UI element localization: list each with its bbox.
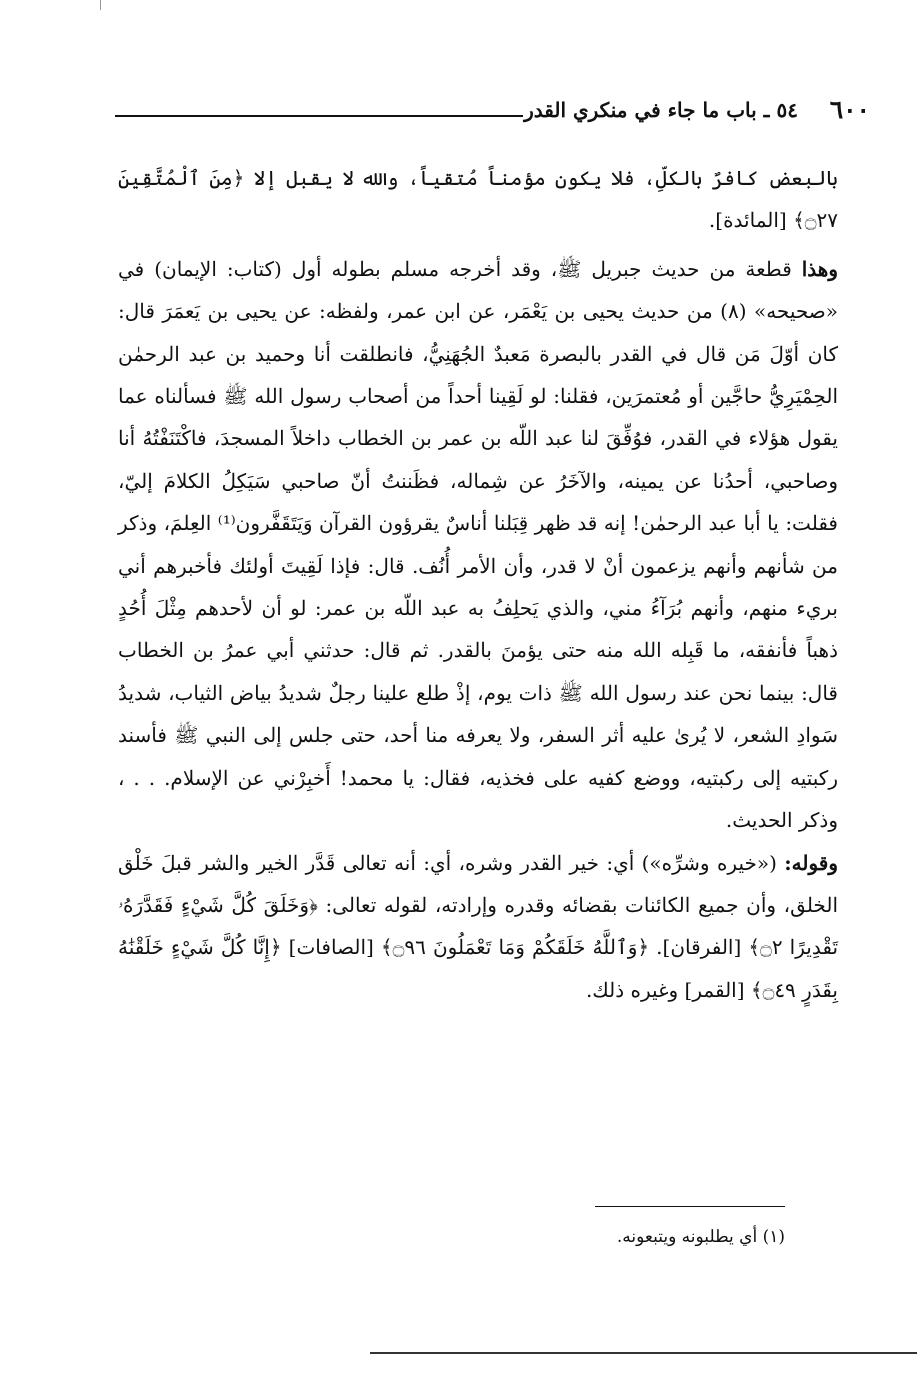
paragraph-lead: وقوله: xyxy=(784,850,838,875)
paragraph xyxy=(118,157,838,242)
page-number: ٦٠٠ xyxy=(829,95,870,124)
paragraph-lead: وهذا xyxy=(801,256,838,281)
paragraph xyxy=(118,248,838,842)
chapter-title: ٥٤ ـ باب ما جاء في منكري القدر xyxy=(524,98,798,122)
paragraph-text: («خيره وشرِّه») أي: خير القدر وشره، أي: أنه تعالى قَدَّر الخير والشر قبلَ خَلْق الخلق، وأن جميع الكائنات بقضائه وقدره وإرادته، لقوله تعالى: ﴿وَخَلَقَ كُلَّ شَيْءٍ فَقَدَّرَهُۥ تَقْدِيرًا ۝٢﴾ [الفرقان]. ﴿وَٱللَّهُ خَلَقَكُمْ وَمَا تَعْمَلُونَ ۝٩٦﴾ [الصافات] ﴿إِنَّا كُلَّ شَيْءٍ خَلَقْنَٰهُ بِقَدَرٍ ۝٤٩﴾ [القمر] وغيره ذلك. xyxy=(118,850,839,1002)
page-header xyxy=(115,92,870,132)
bottom-rule xyxy=(370,1352,917,1354)
footnote-rule xyxy=(595,1206,785,1207)
header-rule xyxy=(115,115,523,117)
paragraph xyxy=(118,842,838,1012)
paragraph-text: بالبعض كافرٌ بالكلِّ، فلا يكون مؤمناً مُتقياً، والله لا يقبل إلا ﴿مِنَ ٱلْمُتَّقِينَ ۝٢٧﴾ [المائدة]. xyxy=(118,166,838,233)
paragraph-text: قطعة من حديث جبريل ﷺ، وقد أخرجه مسلم بطوله أول (كتاب: الإيمان) في «صحيحه» (٨) من حديث يحيى بن يَعْمَر، عن ابن عمر، ولفظه: عن يحيى بن يَعمَرَ قال: كان أوّلَ مَن قال في القدر بالبصرة مَعبدٌ الجُهَنِيُّ، فانطلقت أنا وحميد بن عبد الرحمٰن الحِمْيَرِيُّ حاجَّين أو مُعتمرَين، فقلنا: لو لَقِينا أحداً من أصحاب رسول الله ﷺ فسألناه عما يقول هؤلاء في القدر، فوُفِّقَ لنا عبد اللّه بن عمر بن الخطاب داخلاً المسجدَ، فاكْتَنَفْتُهُ أنا وصاحبي، أحدُنا عن يمينه، والآخَرُ عن شِماله، فظَننتُ أنّ صاحبي سَيَكِلُ الكلامَ إليّ، فقلت: يا أبا عبد الرحمٰن! إنه قد ظهر قِبَلنا أناسٌ يقرؤون القرآن وَيَتَقَفَّرون⁽¹⁾ العِلمَ، وذكر من شأنهم وأنهم يزعمون أنْ لا قدر، وأن الأمر أُنُف. قال: فإذا لَقِيتَ أولئك فأخبرهم أني بريء منهم، وأنهم بُرَآءُ مني، والذي يَحلِفُ به عبد اللّه بن عمر: لو أن لأحدهم مِثْلَ أُحُدٍ ذهباً فأنفقه، ما قَبِله الله منه حتى يؤمنَ بالقدر. ثم قال: حدثني أبي عمرُ بن الخطاب قال: بينما نحن عند رسول الله ﷺ ذات يوم، إذْ طلع علينا رجلٌ شديدُ بياض الثياب، شديدُ سَوادِ الشعر، لا يُرىٰ عليه أثر السفر، ولا يعرفه منا أحد، حتى جلس إلى النبي ﷺ فأسند ركبتيه إلى ركبتيه، ووضع كفيه على فخذيه، فقال: يا محمد! أَخبِرْني عن الإسلام. . . ، وذكر الحديث. xyxy=(118,256,838,833)
main-text xyxy=(118,157,838,1011)
footnote: (١) أي يطلبونه ويتبعونه. xyxy=(616,1227,785,1247)
scan-mark xyxy=(100,0,101,10)
